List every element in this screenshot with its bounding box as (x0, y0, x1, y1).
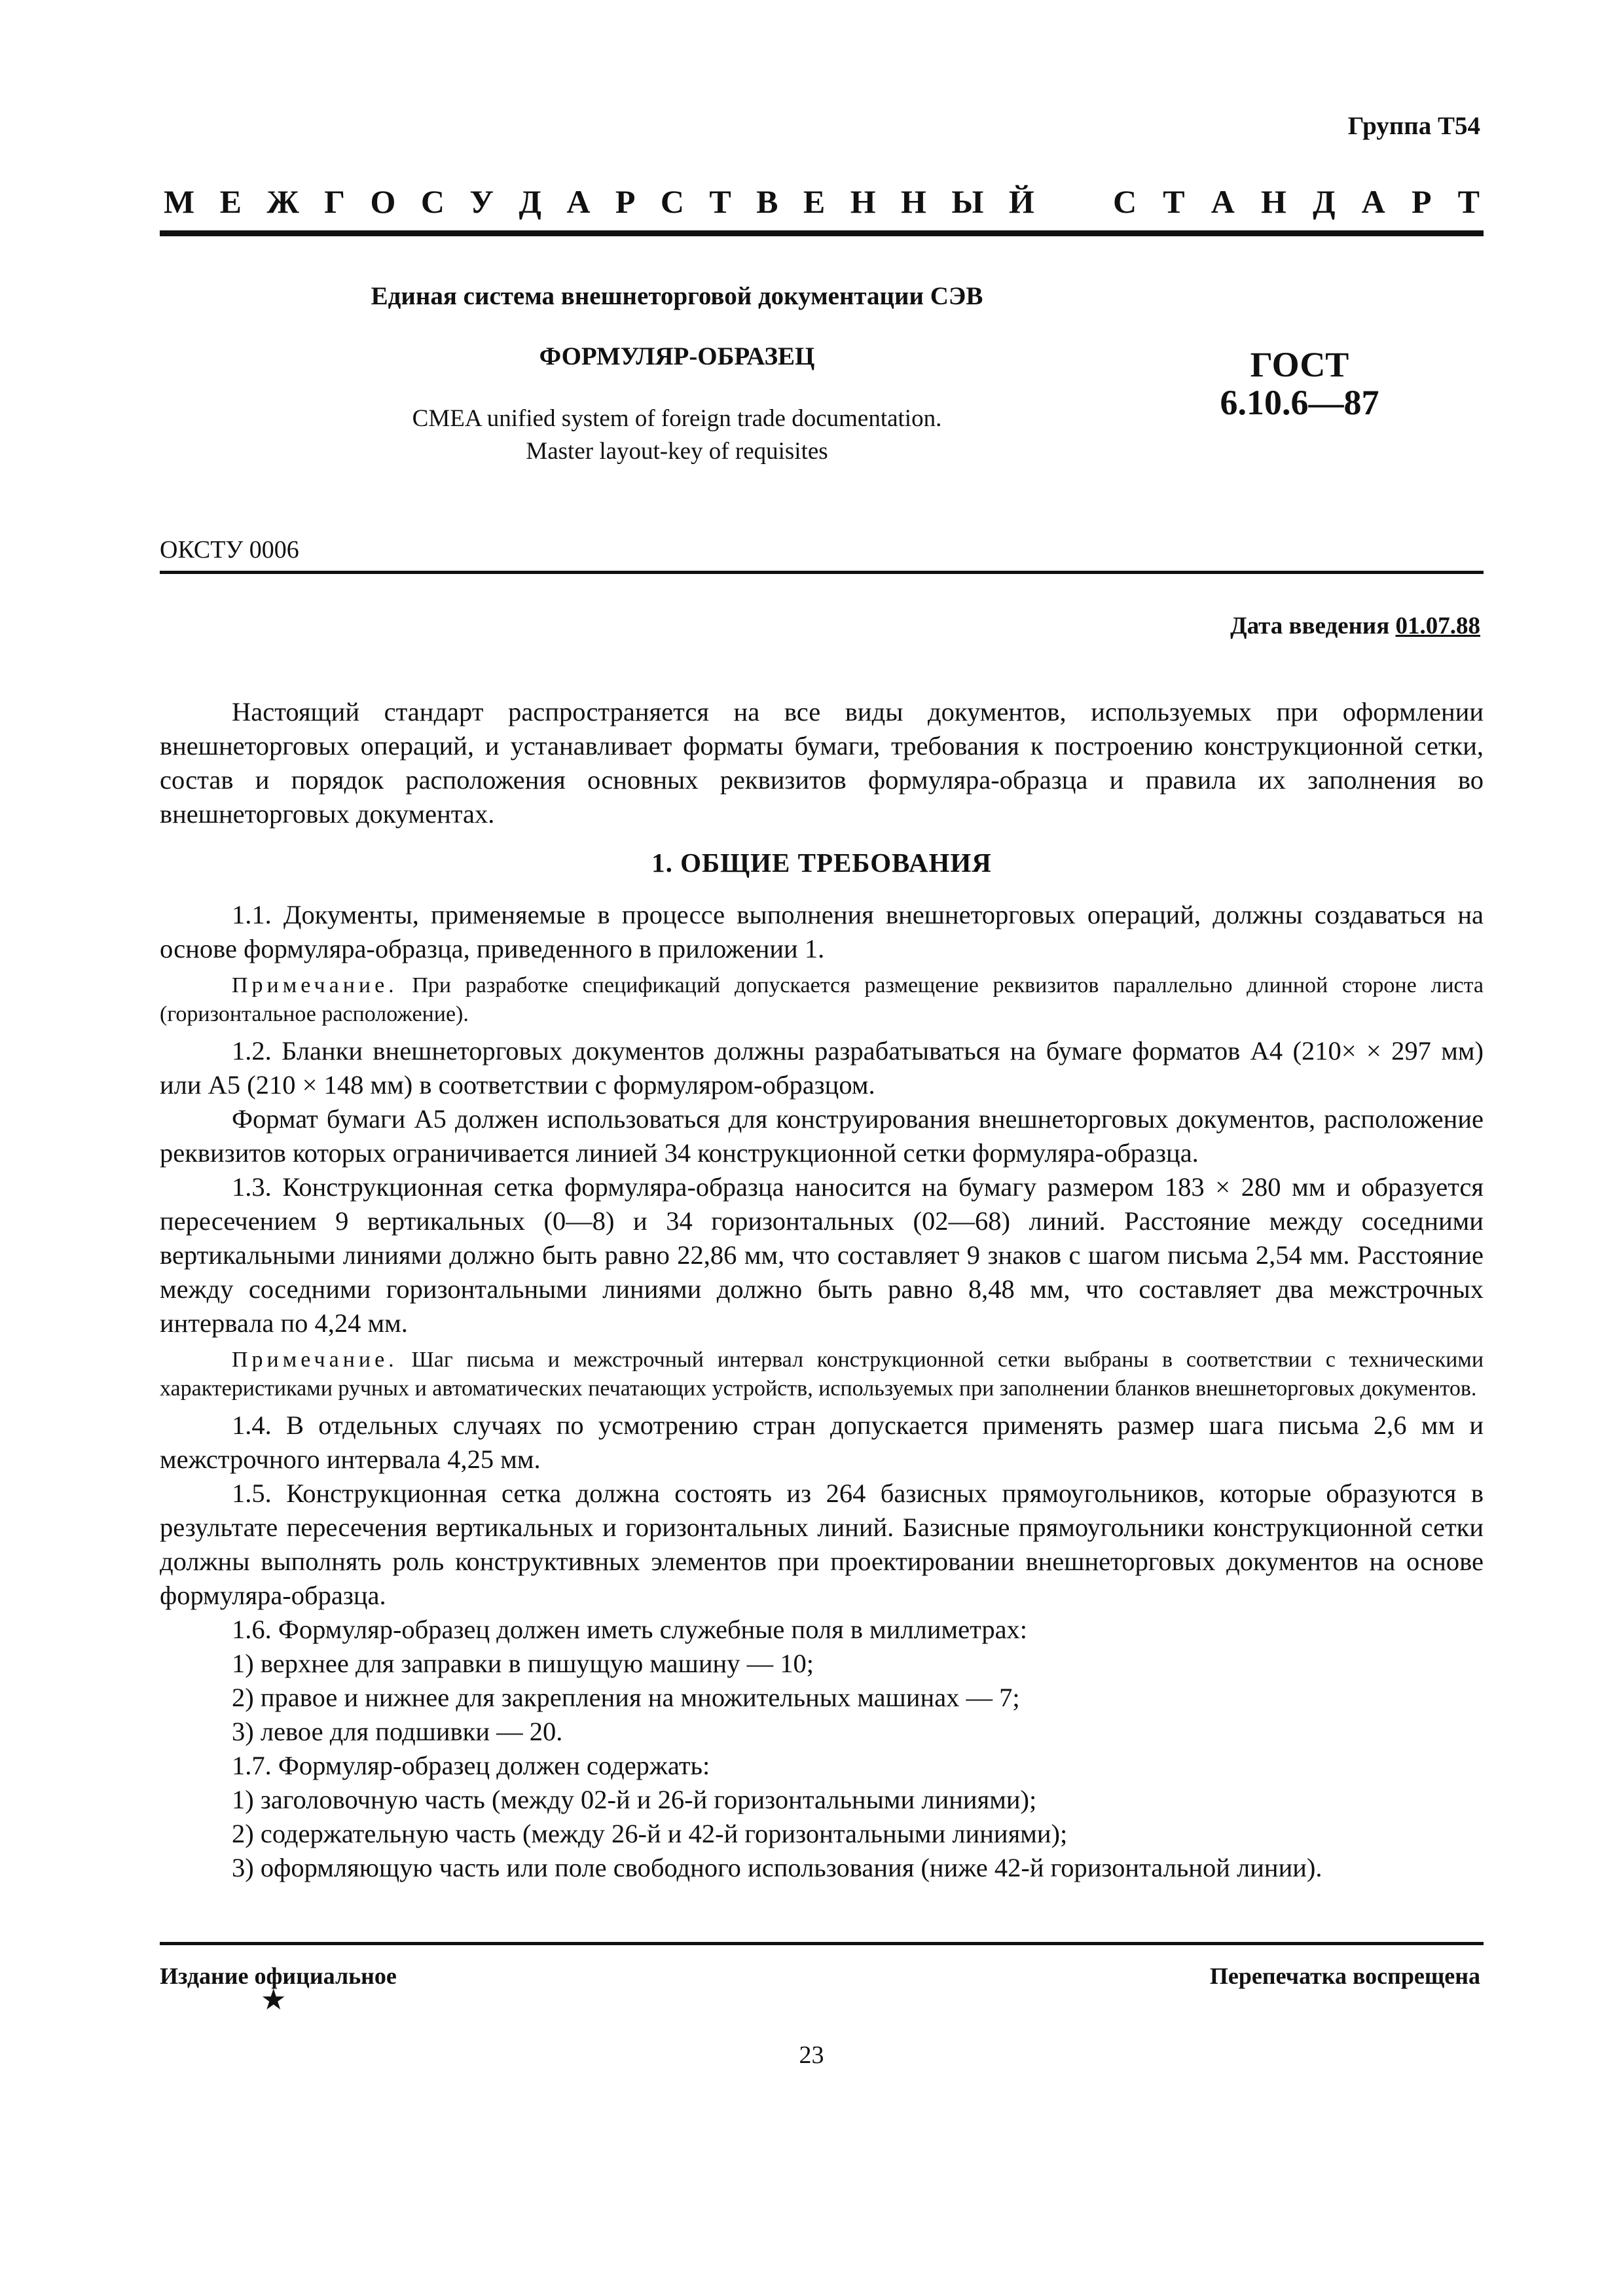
banner-letter: Г (324, 183, 346, 220)
document-title: ФОРМУЛЯР-ОБРАЗЕЦ (539, 342, 815, 370)
banner-letter: Т (1163, 183, 1185, 220)
list-item: 2) правое и нижнее для закрепления на множительных машинах — 7; (232, 1683, 1020, 1712)
introduction-date-label: Дата введения (1230, 613, 1390, 639)
banner-word-interstate (164, 185, 1034, 218)
note-1 (160, 971, 1484, 1029)
gost-number: 6.10.6—87 (1220, 383, 1379, 422)
series-title: Единая система внешнеторговой документации СЭВ (371, 282, 983, 310)
gost-designation (1146, 346, 1453, 422)
paragraph-1-3: 1.3. Конструкционная сетка формуляра-образца наносится на бумагу размером 183 × 280 мм и образуется пересечением 9 вертикальных (0—8) и 34 горизонтальных (02—68) линий. Расстояние между соседними вертикальными линиями должно быть равно 22,86 мм, что составляет 9 знаков с шагом письма 2,54 мм. Расстояние между соседними горизонтальными линиями должно быть равно 8,48 мм, что составляет два межстрочных интервала по 4,24 мм. (160, 1172, 1484, 1338)
banner-word-standard (1113, 185, 1480, 218)
note-2-text: Шаг письма и межстрочный интервал конструкционной сетки выбраны в соответствии с техническими характеристиками ручных и автоматических печатающих устройств, используемых при заполнении бланков внешнеторговых документов. (160, 1348, 1484, 1401)
introduction-date-value: 01.07.88 (1395, 613, 1480, 639)
banner-letter: Й (1008, 183, 1034, 220)
list-item: 3) оформляющую часть или поле свободного использования (ниже 42-й горизонтальной линии). (232, 1853, 1322, 1882)
banner-letter: У (469, 183, 494, 220)
banner-letter: М (164, 183, 195, 220)
banner-letter: Ы (951, 183, 984, 220)
list-item: 1) заголовочную часть (между 02-й и 26-й горизонтальными линиями); (232, 1785, 1037, 1814)
paragraph-1-5: 1.5. Конструкционная сетка должна состоять из 264 базисных прямоугольников, которые образуются в результате пересечения вертикальных и горизонтальных линий. Базисные прямоугольники конструкционной сетки должны выполнять роль конструктивных элементов при проектировании внешнеторговых документов на основе формуляра-образца. (160, 1479, 1484, 1610)
banner-letter: В (756, 183, 778, 220)
paragraph-1-2: 1.2. Бланки внешнеторговых документов должны разрабатываться на бумаге форматов А4 (210× × 297 мм) или А5 (210 × 148 мм) в соответствии с формуляром-образцом. (160, 1036, 1484, 1100)
banner-letter: Р (615, 183, 636, 220)
banner-letter: Н (901, 183, 926, 220)
note-1-label: Примечание. (232, 973, 398, 997)
list-item: 1) верхнее для заправки в пишущую машину — 10; (232, 1649, 814, 1678)
footer-rule (160, 1942, 1484, 1945)
standard-banner (164, 185, 1480, 218)
english-title-line-1: CMEA unified system of foreign trade documentation. (412, 405, 942, 432)
banner-rule (160, 230, 1484, 236)
banner-letter: О (370, 183, 396, 220)
banner-letter: Н (850, 183, 876, 220)
banner-letter: С (1113, 183, 1137, 220)
oksty-code: ОКСТУ 0006 (160, 536, 299, 564)
banner-letter: Д (519, 183, 541, 220)
banner-letter: Е (803, 183, 826, 220)
note-2 (160, 1346, 1484, 1403)
note-2-label: Примечание. (232, 1348, 398, 1372)
intro-paragraph: Настоящий стандарт распространяется на все виды документов, используемых при оформлении внешнеторговых операций, и устанавливает форматы бумаги, требования к построению конструкционной сетки, состав и порядок расположения основных реквизитов формуляра-образца и правила их заполнения во внешнеторговых документах. (160, 697, 1484, 829)
banner-letter: Т (1457, 183, 1480, 220)
banner-letter: Р (1411, 183, 1432, 220)
paragraph-1-1: 1.1. Документы, применяемые в процессе выполнения внешнеторговых операций, должны создаваться на основе формуляра-образца, приведенного в приложении 1. (160, 900, 1484, 963)
banner-letter: Н (1261, 183, 1286, 220)
banner-gap (1034, 185, 1113, 218)
banner-letter: А (566, 183, 591, 220)
banner-letter: С (660, 183, 684, 220)
page-number: 23 (799, 2041, 824, 2069)
paragraph-1-4: 1.4. В отдельных случаях по усмотрению стран допускается применять размер шага письма 2,6 мм и межстрочного интервала 4,25 мм. (160, 1410, 1484, 1474)
list-item: 3) левое для подшивки — 20. (232, 1717, 563, 1746)
english-title (160, 403, 1194, 468)
section-heading-general: 1. ОБЩИЕ ТРЕБОВАНИЯ (651, 848, 992, 878)
banner-letter: С (420, 183, 445, 220)
english-title-line-2: Master layout-key of requisites (526, 438, 828, 465)
introduction-date (1230, 612, 1480, 640)
list-item: 2) содержательную часть (между 26-й и 42-й горизонтальными линиями); (232, 1819, 1068, 1848)
banner-letter: А (1361, 183, 1385, 220)
group-code: Группа Т54 (1347, 112, 1480, 140)
banner-letter: Д (1313, 183, 1336, 220)
document-body (160, 695, 1484, 1885)
note-1-text: При разработке спецификаций допускается размещение реквизитов параллельно длинной стороне листа (горизонтальное расположение). (160, 973, 1484, 1026)
reprint-prohibited-label: Перепечатка воспрещена (1209, 1963, 1480, 1989)
star-icon: ★ (261, 1984, 287, 2016)
oksty-rule (160, 571, 1484, 574)
banner-letter: Ж (266, 183, 299, 220)
official-edition-label: Издание официальное (160, 1963, 397, 1989)
gost-label: ГОСТ (1250, 345, 1349, 384)
paragraph-1-2-continued: Формат бумаги А5 должен использоваться для конструирования внешнеторговых документов, расположение реквизитов которых ограничивается линией 34 конструкционной сетки формуляра-образца. (160, 1104, 1484, 1168)
banner-letter: Е (219, 183, 242, 220)
paragraph-1-7: 1.7. Формуляр-образец должен содержать: (232, 1751, 710, 1780)
paragraph-1-6: 1.6. Формуляр-образец должен иметь служебные поля в миллиметрах: (232, 1615, 1028, 1644)
banner-letter: Т (709, 183, 731, 220)
banner-letter: А (1211, 183, 1235, 220)
